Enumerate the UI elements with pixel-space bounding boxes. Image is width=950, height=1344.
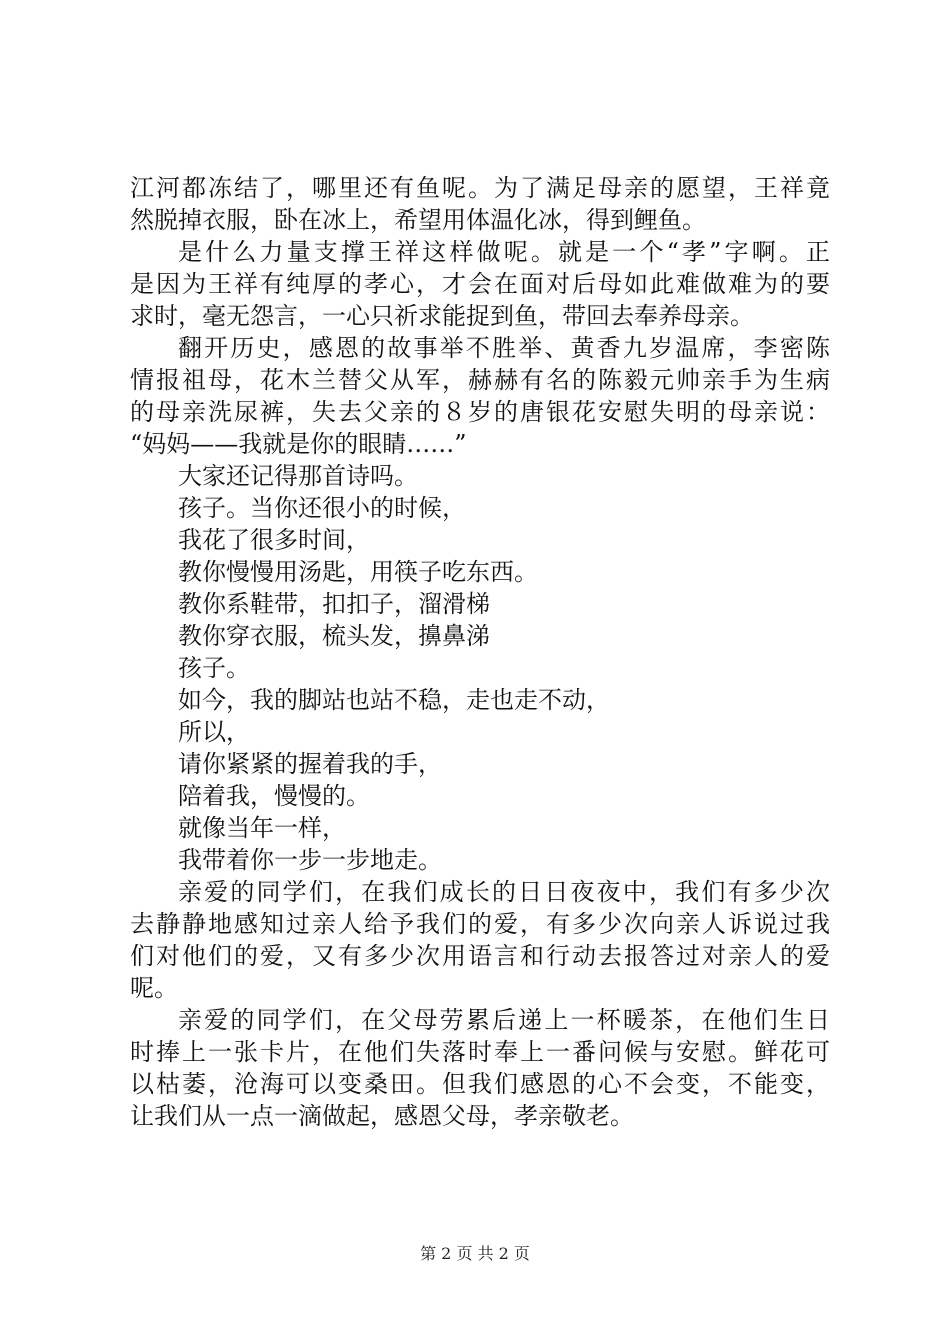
text-line: 教你系鞋带，扣扣子，溜滑梯	[178, 590, 490, 618]
text-line: 亲爱的同学们，在我们成长的日日夜夜中，我们有多少次	[178, 878, 830, 906]
text-line: 亲爱的同学们，在父母劳累后递上一杯暖茶，在他们生日	[178, 1006, 830, 1034]
text-line: 我花了很多时间，	[178, 526, 370, 554]
text-line: 是因为王祥有纯厚的孝心，才会在面对后母如此难做难为的要	[130, 270, 830, 298]
text-line: 翻开历史，感恩的故事举不胜举、黄香九岁温席，李密陈	[178, 334, 830, 362]
text-line: “妈妈——我就是你的眼睛……”	[130, 430, 467, 458]
text-line: 的母亲洗尿裤，失去父亲的８岁的唐银花安慰失明的母亲说：	[130, 398, 830, 426]
text-line: 如今，我的脚站也站不稳，走也走不动，	[178, 686, 610, 714]
text-line: 时捧上一张卡片，在他们失落时奉上一番问候与安慰。鲜花可	[130, 1038, 830, 1066]
text-line: 孩子。当你还很小的时候，	[178, 494, 466, 522]
text-line: 求时，毫无怨言，一心只祈求能捉到鱼，带回去奉养母亲。	[130, 302, 754, 330]
body-text	[130, 172, 830, 1132]
text-line: 请你紧紧的握着我的手，	[178, 750, 442, 778]
text-line: 所以，	[178, 718, 250, 746]
text-line: 江河都冻结了，哪里还有鱼呢。为了满足母亲的愿望，王祥竟	[130, 174, 830, 202]
text-line: 然脱掉衣服，卧在冰上，希望用体温化冰，得到鲤鱼。	[130, 206, 706, 234]
text-line: 呢。	[130, 974, 178, 1002]
text-line: 以枯萎，沧海可以变桑田。但我们感恩的心不会变，不能变，	[130, 1070, 830, 1098]
text-line: 们对他们的爱，又有多少次用语言和行动去报答过对亲人的爱	[130, 942, 830, 970]
text-line: 教你慢慢用汤匙，用筷子吃东西。	[178, 558, 538, 586]
text-line: 让我们从一点一滴做起，感恩父母，孝亲敬老。	[130, 1102, 634, 1130]
text-line: 去静静地感知过亲人给予我们的爱，有多少次向亲人诉说过我	[130, 910, 830, 938]
text-line: 教你穿衣服，梳头发，擤鼻涕	[178, 622, 490, 650]
text-line: 大家还记得那首诗吗。	[178, 462, 418, 490]
text-line: 情报祖母，花木兰替父从军，赫赫有名的陈毅元帅亲手为生病	[130, 366, 830, 394]
text-line: 我带着你一步一步地走。	[178, 846, 442, 874]
text-line: 孩子。	[178, 654, 250, 682]
text-line: 陪着我，慢慢的。	[178, 782, 370, 810]
page-number-footer: 第 2 页 共 2 页	[420, 1244, 530, 1263]
text-line: 是什么力量支撑王祥这样做呢。就是一个“孝”字啊。正	[178, 238, 830, 266]
text-line: 就像当年一样，	[178, 814, 346, 842]
